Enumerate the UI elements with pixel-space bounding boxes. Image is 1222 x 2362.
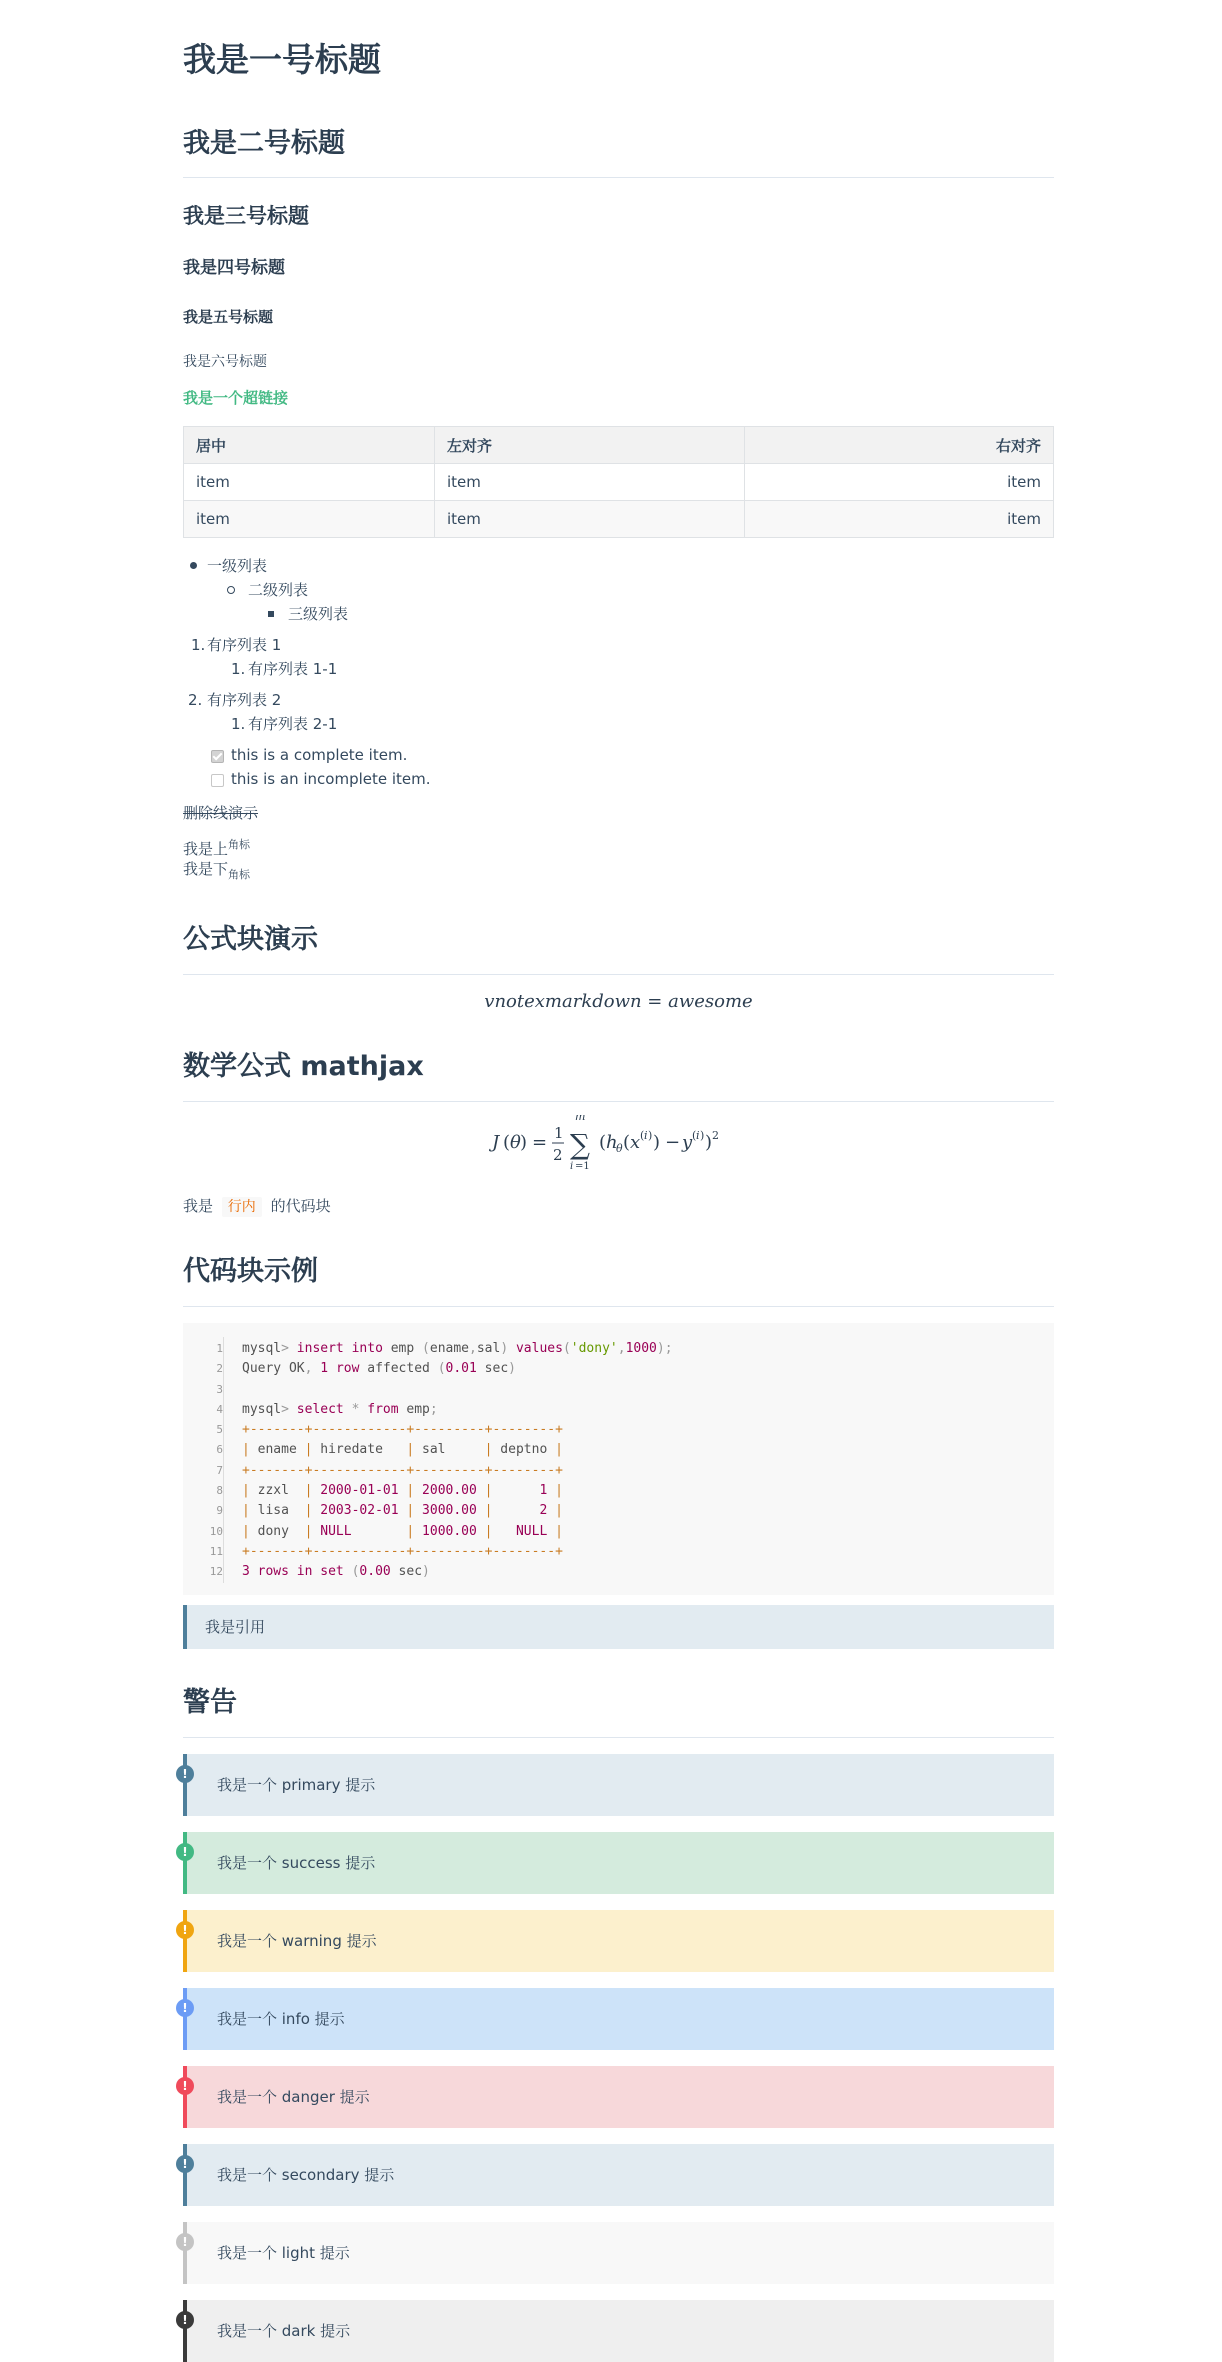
- svg-text:i: i: [696, 1129, 700, 1142]
- heading-4: 我是四号标题: [183, 258, 285, 278]
- blockquote: 我是引用: [183, 1605, 1054, 1649]
- mathjax-formula-svg: [183, 1115, 1054, 1185]
- alert-label: 我是一个 success 提示: [217, 1854, 376, 1872]
- task-checkbox-unchecked[interactable]: [211, 774, 224, 787]
- alert-light: [183, 2222, 1054, 2284]
- svg-text:1: 1: [554, 1124, 564, 1142]
- mathjax-rule: [183, 1101, 1054, 1102]
- ordered-item: 有序列表 1-1: [248, 660, 338, 678]
- code-line-numbers: 1 2 3 4 5 6 7 8 9 10 11 12: [209, 1342, 223, 1579]
- alert-label: 我是一个 light 提示: [217, 2244, 350, 2262]
- alert-info: [183, 1988, 1054, 2050]
- table-header-right: 右对齐: [745, 427, 1054, 464]
- table-cell: item: [745, 464, 1054, 501]
- code-section-heading: 代码块示例: [183, 1256, 318, 1287]
- alert-exclamation-icon: !: [176, 1843, 194, 1861]
- table-cell: item: [435, 501, 745, 538]
- code-block: [183, 1323, 1054, 1595]
- alerts-heading: 警告: [183, 1687, 237, 1718]
- svg-text:m: m: [575, 1115, 586, 1123]
- alert-primary: [183, 1754, 1054, 1816]
- demo-table: [183, 426, 1054, 538]
- heading-3: 我是三号标题: [183, 204, 309, 228]
- heading-1: 我是一号标题: [183, 40, 381, 79]
- alert-exclamation-icon: !: [176, 2077, 194, 2095]
- alert-exclamation-icon: !: [176, 2233, 194, 2251]
- superscript-text: 角标: [228, 838, 251, 851]
- svg-text:J: J: [492, 1132, 500, 1153]
- heading-2: 我是二号标题: [183, 128, 345, 159]
- task-checkbox-checked[interactable]: [211, 750, 224, 763]
- inline-code-after: 的代码块: [270, 1197, 331, 1215]
- subscript-base: 我是下: [183, 860, 229, 878]
- svg-text:(: (: [692, 1129, 697, 1142]
- alert-label: 我是一个 danger 提示: [217, 2088, 370, 2106]
- bullet-square-icon: [268, 611, 274, 617]
- alert-exclamation-icon: !: [176, 2155, 194, 2173]
- alert-label: 我是一个 warning 提示: [217, 1932, 377, 1950]
- task-item: this is an incomplete item.: [231, 770, 431, 788]
- alert-exclamation-icon: !: [176, 2311, 194, 2329]
- svg-text:y: y: [682, 1132, 693, 1153]
- svg-text:h: h: [606, 1132, 618, 1153]
- ordered-item: 有序列表 2-1: [248, 715, 338, 733]
- code-gutter: [223, 1337, 224, 1583]
- ordered-item: 有序列表 2: [207, 691, 282, 709]
- table-cell: item: [435, 464, 745, 501]
- heading-6: 我是六号标题: [183, 354, 267, 370]
- task-item: this is a complete item.: [231, 746, 408, 764]
- alert-danger: [183, 2066, 1054, 2128]
- formula-block: vnotexmarkdown = awesome: [484, 991, 753, 1012]
- list-item: 一级列表: [207, 557, 268, 575]
- table-header-row: [184, 427, 1054, 464]
- svg-text:): ): [700, 1129, 705, 1142]
- table-cell: item: [745, 501, 1054, 538]
- svg-text:2: 2: [553, 1146, 563, 1164]
- svg-text:): ): [520, 1132, 528, 1153]
- inline-code-before: 我是: [183, 1197, 214, 1215]
- heading-2-rule: [183, 177, 1054, 178]
- superscript-line: [183, 834, 250, 860]
- ordered-number: 1.: [191, 636, 206, 654]
- inline-code: 行内: [222, 1197, 262, 1217]
- alert-label: 我是一个 primary 提示: [217, 1776, 376, 1794]
- alert-exclamation-icon: !: [176, 1765, 194, 1783]
- svg-text:i: i: [644, 1129, 648, 1142]
- formula-block-rule: [183, 974, 1054, 975]
- formula-block-heading: 公式块演示: [183, 924, 318, 955]
- svg-text:(: (: [640, 1129, 645, 1142]
- svg-text:(: (: [503, 1132, 511, 1153]
- heading-5: 我是五号标题: [183, 308, 274, 326]
- subscript-line: [183, 858, 250, 886]
- mathjax-formula: [183, 1115, 1054, 1185]
- svg-text:x: x: [630, 1132, 641, 1153]
- table-cell: item: [184, 501, 435, 538]
- svg-text:=1: =1: [575, 1161, 590, 1172]
- svg-text:θ: θ: [616, 1142, 623, 1155]
- alert-warning: [183, 1910, 1054, 1972]
- svg-text:=: =: [532, 1132, 548, 1153]
- ordered-number: 1.: [231, 660, 246, 678]
- svg-text:∑: ∑: [570, 1128, 590, 1161]
- svg-text:): ): [653, 1132, 661, 1153]
- alert-label: 我是一个 secondary 提示: [217, 2166, 395, 2184]
- list-item: 二级列表: [248, 581, 309, 599]
- alert-exclamation-icon: !: [176, 1999, 194, 2017]
- alert-secondary: [183, 2144, 1054, 2206]
- list-item: 三级列表: [288, 605, 349, 623]
- hyperlink[interactable]: 我是一个超链接: [183, 389, 289, 407]
- table-row: [184, 501, 1054, 538]
- inline-code-paragraph: [183, 1195, 331, 1218]
- mathjax-heading: 数学公式 mathjax: [183, 1051, 424, 1082]
- table-cell: item: [184, 464, 435, 501]
- alert-exclamation-icon: !: [176, 1921, 194, 1939]
- svg-text:2: 2: [712, 1129, 719, 1142]
- svg-text:i: i: [570, 1161, 574, 1172]
- alert-label: 我是一个 info 提示: [217, 2010, 345, 2028]
- alert-dark: [183, 2300, 1054, 2362]
- strikethrough-text: 删除线演示: [183, 804, 259, 822]
- svg-text:−: −: [665, 1132, 681, 1153]
- svg-text:): ): [705, 1132, 713, 1153]
- svg-text:(: (: [623, 1132, 631, 1153]
- code-section-rule: [183, 1306, 1054, 1307]
- bullet-disc-icon: [190, 562, 197, 569]
- alert-label: 我是一个 dark 提示: [217, 2322, 351, 2340]
- bullet-circle-icon: [227, 586, 235, 594]
- svg-text:): ): [648, 1129, 653, 1142]
- code-content: mysql> insert into emp (ename,sal) values('dony',1000); Query OK, 1 row affected (0.01 sec) mysql> select * from emp; +-------+------------+---------+--------+ | ename | hiredate | sal | deptno | +-------+------------+---------+--------+ | zzxl | 2000-01-01 | 2000.00 | 1 | | lisa | 2003-02-01 | 3000.00 | 2 | | dony | NULL | 1000.00 | NULL | +-------+------------+---------+--------+ 3 rows in set (0.00 sec): [242, 1341, 673, 1580]
- alerts-rule: [183, 1737, 1054, 1738]
- superscript-base: 我是上: [183, 840, 229, 858]
- ordered-number: 2.: [188, 691, 203, 709]
- table-header-left: 左对齐: [435, 427, 745, 464]
- svg-text:(: (: [599, 1132, 607, 1153]
- svg-text:θ: θ: [510, 1132, 521, 1153]
- table-header-center: 居中: [184, 427, 435, 464]
- table-row: [184, 464, 1054, 501]
- ordered-number: 1.: [231, 715, 246, 733]
- alert-success: [183, 1832, 1054, 1894]
- ordered-item: 有序列表 1: [207, 636, 282, 654]
- subscript-text: 角标: [228, 868, 251, 881]
